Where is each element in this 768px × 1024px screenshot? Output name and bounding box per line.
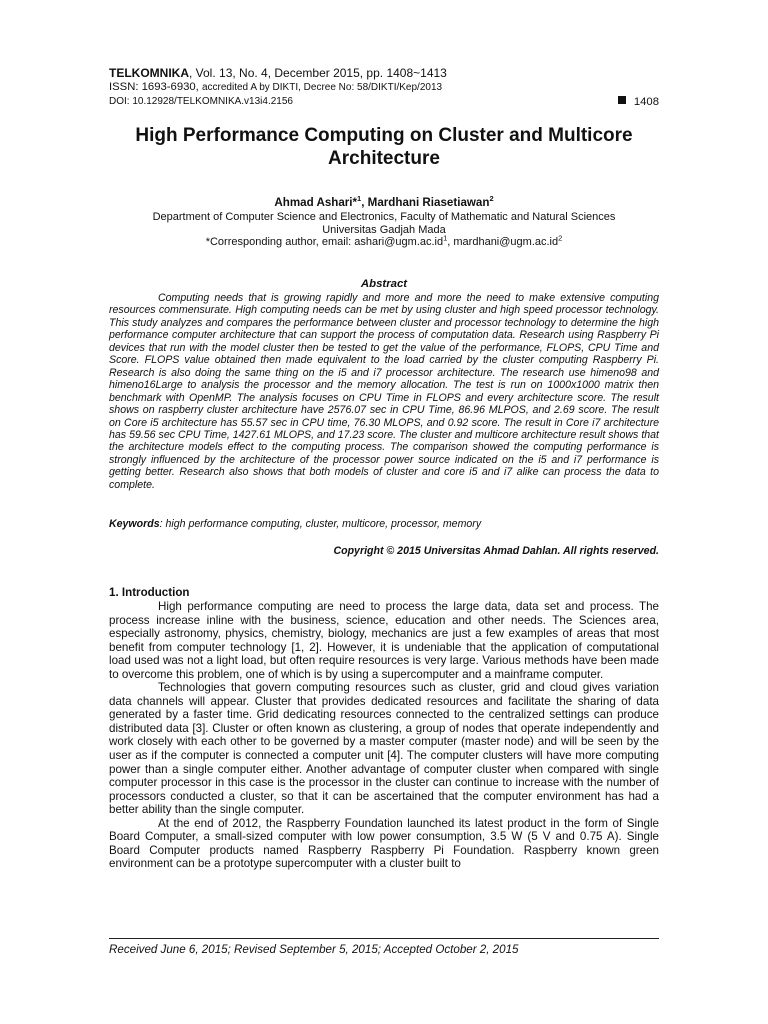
abstract-heading: Abstract xyxy=(360,278,408,290)
journal-name: TELKOMNIKA xyxy=(109,66,189,80)
journal-line xyxy=(109,66,659,80)
issn: ISSN: 1693-6930, xyxy=(109,81,199,93)
keywords-text: : high performance computing, cluster, multicore, processor, memory xyxy=(159,518,482,530)
received-dates: Received June 6, 2015; Revised September 5, 2015; Accepted October 2, 2015 xyxy=(109,943,519,956)
square-bullet-icon xyxy=(618,96,626,104)
page-number: 1408 xyxy=(633,96,659,108)
author-separator: , xyxy=(361,196,368,209)
title-line-1: High Performance Computing on Cluster and Multicore xyxy=(135,125,633,146)
paragraph: Technologies that govern computing resources such as cluster, grid and cloud gives variation data channels will appear. Cluster that provides dedicated resources and facilitate the sharing of data generated by a faster time. Grid dedicating resources connected to the centralized settings can produce distributed data [3]. Cluster or often known as clustering, a group of nodes that operate independently and work closely with each other to be governed by a master computer (master node) and will be seen by the user as if the computer is connected a computer unit [4]. The computer clusters will have more computing power than a single computer either. Another advantage of computer cluster when compared with single computer processor in this case is the processor in the cluster can continue to increase with the number of processors conducted a cluster, so that it can be ascertained that the computer environment has had a better ability than the single computer. xyxy=(109,681,659,817)
author-1-sup: 1 xyxy=(357,194,362,204)
journal-header xyxy=(109,66,659,109)
journal-details: , Vol. 13, No. 4, December 2015, pp. 1408~1413 xyxy=(189,66,447,80)
copyright: Copyright © 2015 Universitas Ahmad Dahlan. All rights reserved. xyxy=(333,545,659,557)
introduction-body xyxy=(109,600,659,871)
author-2: Mardhani Riasetiawan xyxy=(367,196,490,209)
page-number-block xyxy=(618,96,659,108)
paper-title xyxy=(90,124,678,170)
paragraph: At the end of 2012, the Raspberry Foundation launched its latest product in the form of Single Board Computer, a small-sized computer with low power consumption, 3.5 W (5 V and 0.75 A). Single Board Computer products named Raspberry Raspberry Pi Foundation. Raspberry known green environment can be a prototype supercomputer with a cluster built to xyxy=(109,816,659,871)
university: Universitas Gadjah Mada xyxy=(322,223,446,236)
title-line-2: Architecture xyxy=(328,148,440,169)
email-sup-2: 2 xyxy=(558,233,563,243)
authors xyxy=(109,196,659,210)
accreditation: accredited A by DIKTI, Decree No: 58/DIKTI/Kep/2013 xyxy=(201,82,443,93)
email-sup-1: 1 xyxy=(443,233,448,243)
corresponding-author xyxy=(109,233,659,249)
author-1: Ahmad Ashari* xyxy=(274,196,358,209)
abstract-text: Computing needs that is growing rapidly and more and more the need to make extensive computing resources commensurate. High computing needs can be met by using cluster and high speed processor technology. This study analyzes and compares the performance between cluster and processor technology to determine the high performance computer architecture that can support the process of computation data. Research using Raspberry Pi devices that run with the model cluster then be tested to get the value of the performance, FLOPS, CPU Time and Score. FLOPS value obtained then made equivalent to the load carried by the cluster computing Raspberry Pi. Research is also doing the same thing on the i5 and i7 processor architecture. The research use himeno98 and himeno16Large to analysis the processor and the memory allocation. The test is run on 1000x1000 matrix then benchmark with OpenMP. The analysis focuses on CPU Time in FLOPS and every architecture score. The result shows on raspberry cluster architecture have 2576.07 sec in CPU Time, 86.96 MLPOS, and 2.69 score. The result on Core i5 architecture has 55.57 sec in CPU time, 76.30 MLOPS, and 0.92 score. The result in Core i7 architecture has 59.56 sec CPU Time, 1427.61 MLOPS, and 17.23 score. The cluster and multicore architecture result shows that the architecture models effect to the computing process. The comparison showed the computing performance is strongly influenced by the architecture of the processor power source indicated on the i5 and i7 performance is getting better. Research also shows that both models of cluster and core i5 and i7 alike can process the data to complete. xyxy=(109,292,659,491)
paragraph: High performance computing are need to process the large data, data set and process. The process increase inline with the business, science, education and other needs. The Sciences area, especially astronomy, physics, chemistry, biology, mechanics are just a few examples of areas that most benefit from computer technology [1, 2]. However, it is undeniable that the application of computational load used was not a light load, but often require resources is very large. Various methods have been made to overcome this problem, one of which is by using a supercomputer and a mainframe computer. xyxy=(109,600,659,681)
doi: DOI: 10.12928/TELKOMNIKA.v13i4.2156 xyxy=(109,96,293,107)
section-heading: 1. Introduction xyxy=(109,586,190,599)
department: Department of Computer Science and Electronics, Faculty of Mathematic and Natural Sciences xyxy=(152,211,616,223)
corresponding-mid: , mardhani@ugm.ac.id xyxy=(447,236,559,249)
author-2-sup: 2 xyxy=(489,194,494,204)
keywords-label: Keywords xyxy=(109,518,160,530)
affiliation xyxy=(109,211,659,249)
issn-line xyxy=(109,80,659,95)
footer-divider xyxy=(109,938,659,939)
corresponding-prefix: *Corresponding author, email: ashari@ugm.ac.id xyxy=(205,236,444,249)
keywords xyxy=(109,518,659,530)
